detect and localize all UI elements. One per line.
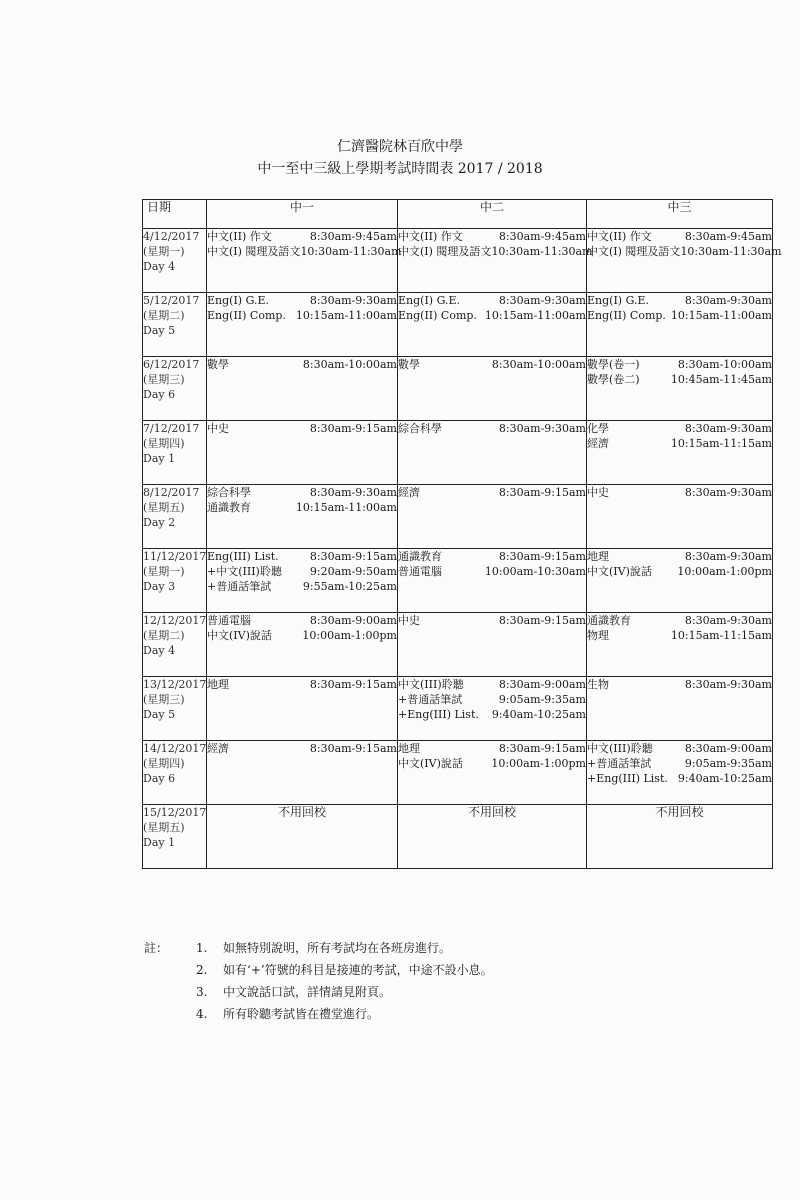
no-school-cell: 不用回校 [207, 805, 398, 869]
note-number: 3. [196, 985, 208, 999]
timetable-title: 中一至中三級上學期考試時間表 2017 / 2018 [257, 161, 543, 177]
note-text: 中文說話口試，詳情請見附頁。 [223, 985, 392, 999]
exam-entry [207, 549, 397, 564]
date-cell [143, 485, 207, 549]
exam-subject: 化學 [587, 422, 609, 435]
cycle-day: Day 4 [143, 260, 176, 273]
note-text: 所有聆聽考試皆在禮堂進行。 [223, 1007, 380, 1021]
form-header-s1: 中一 [207, 200, 398, 229]
exam-subject: 中文(I) 閱理及語文 [398, 245, 492, 258]
exam-entry [398, 485, 586, 500]
form-slot-cell [587, 485, 773, 549]
exam-date: 12/12/2017 [143, 614, 207, 627]
exam-entry [398, 677, 586, 692]
date-cell [143, 741, 207, 805]
exam-entry [587, 741, 772, 756]
table-row [143, 357, 773, 421]
date-cell [143, 677, 207, 741]
form-header-s3: 中三 [587, 200, 773, 229]
exam-entry [587, 771, 772, 786]
exam-time: 10:30am-11:30am [680, 245, 782, 258]
exam-entry [207, 485, 397, 500]
exam-entry [587, 677, 772, 692]
exam-entry [587, 485, 772, 500]
exam-date: 4/12/2017 [143, 230, 200, 243]
exam-time: 10:15am-11:15am [670, 629, 772, 642]
exam-subject: Eng(I) G.E. [398, 294, 460, 307]
school-name: 仁濟醫院林百欣中學 [337, 139, 463, 155]
exam-entry [207, 293, 397, 308]
exam-entry [207, 244, 402, 259]
table-row [143, 677, 773, 741]
exam-date: 6/12/2017 [143, 358, 200, 371]
exam-subject: 數學 [207, 358, 229, 371]
exam-time: 8:30am-9:30am [498, 422, 586, 435]
exam-date: 13/12/2017 [143, 678, 207, 691]
exam-subject: 中文(IV)說話 [587, 565, 652, 578]
exam-entry [207, 613, 397, 628]
exam-time: 8:30am-9:45am [498, 230, 586, 243]
document-header [0, 136, 800, 180]
exam-time: 8:30am-9:15am [498, 550, 586, 563]
exam-time: 10:00am-1:00pm [491, 757, 586, 770]
note-item [196, 937, 756, 959]
exam-subject: 普通電腦 [398, 565, 442, 578]
exam-time: 8:30am-9:30am [684, 422, 772, 435]
exam-subject: 綜合科學 [398, 422, 442, 435]
exam-time: 8:30am-9:30am [309, 294, 397, 307]
exam-weekday: (星期四) [143, 437, 185, 450]
exam-time: 8:30am-9:45am [309, 230, 397, 243]
exam-subject: +普通話筆試 [398, 693, 463, 706]
exam-time: 8:30am-9:15am [498, 742, 586, 755]
form-header-s2: 中二 [398, 200, 587, 229]
form-slot-cell [587, 293, 773, 357]
exam-entry [207, 741, 397, 756]
exam-time: 8:30am-9:30am [498, 294, 586, 307]
exam-time: 8:30am-9:15am [309, 550, 397, 563]
note-item [196, 959, 756, 981]
exam-subject: 數學(卷二) [587, 373, 640, 386]
exam-entry [398, 756, 586, 771]
exam-subject: Eng(I) G.E. [207, 294, 269, 307]
exam-subject: 經濟 [587, 437, 609, 450]
exam-weekday: (星期三) [143, 373, 185, 386]
exam-weekday: (星期四) [143, 757, 185, 770]
exam-subject: +Eng(III) List. [587, 772, 668, 785]
exam-time: 10:00am-1:00pm [302, 629, 397, 642]
exam-subject: 經濟 [207, 742, 229, 755]
form-slot-cell [207, 677, 398, 741]
exam-subject: +Eng(III) List. [398, 708, 479, 721]
exam-entry [207, 628, 397, 643]
exam-date: 5/12/2017 [143, 294, 200, 307]
exam-subject: 綜合科學 [207, 486, 251, 499]
exam-time: 10:15am-11:00am [295, 501, 397, 514]
note-text: 如有‘+’符號的科目是接連的考試，中途不設小息。 [223, 963, 493, 977]
cycle-day: Day 6 [143, 388, 176, 401]
cycle-day: Day 4 [143, 644, 176, 657]
exam-time: 8:30am-9:30am [684, 294, 772, 307]
exam-subject: 物理 [587, 629, 609, 642]
exam-subject: 中史 [207, 422, 229, 435]
date-cell [143, 357, 207, 421]
exam-entry [587, 549, 772, 564]
exam-subject: 中文(I) 閱理及語文 [207, 245, 301, 258]
date-cell [143, 549, 207, 613]
table-row [143, 549, 773, 613]
form-slot-cell [398, 421, 587, 485]
date-column-header: 日期 [143, 200, 207, 229]
form-slot-cell [207, 613, 398, 677]
exam-entry [587, 564, 772, 579]
table-row [143, 485, 773, 549]
note-text: 如無特別說明，所有考試均在各班房進行。 [223, 941, 452, 955]
exam-time: 8:30am-9:00am [684, 742, 772, 755]
exam-entry [207, 579, 397, 594]
table-row [143, 421, 773, 485]
exam-subject: Eng(II) Comp. [207, 309, 286, 322]
exam-time: 8:30am-9:00am [498, 678, 586, 691]
exam-date: 7/12/2017 [143, 422, 200, 435]
exam-time: 8:30am-9:15am [309, 678, 397, 691]
no-school-cell: 不用回校 [587, 805, 773, 869]
exam-subject: 地理 [398, 742, 420, 755]
form-slot-cell [398, 229, 593, 293]
exam-entry [398, 357, 586, 372]
form-slot-cell [207, 293, 398, 357]
exam-entry [398, 549, 586, 564]
table-header-row [143, 200, 773, 229]
exam-entry [207, 677, 397, 692]
form-slot-cell [398, 357, 587, 421]
date-cell [143, 421, 207, 485]
exam-entry [207, 229, 397, 244]
exam-entry [398, 741, 586, 756]
exam-entry [587, 244, 782, 259]
exam-time: 8:30am-9:15am [498, 614, 586, 627]
note-number: 1. [196, 941, 208, 955]
exam-subject: +普通話筆試 [587, 757, 652, 770]
exam-subject: 中文(II) 作文 [207, 230, 272, 243]
exam-time: 10:15am-11:00am [295, 309, 397, 322]
exam-time: 8:30am-9:30am [684, 550, 772, 563]
notes-label: 註： [144, 941, 169, 955]
exam-time: 10:15am-11:15am [670, 437, 772, 450]
form-slot-cell [587, 677, 773, 741]
exam-entry [398, 564, 586, 579]
form-slot-cell [587, 229, 782, 293]
exam-entry [398, 421, 586, 436]
exam-entry [587, 756, 772, 771]
form-slot-cell [398, 293, 587, 357]
exam-subject: 地理 [207, 678, 229, 691]
note-item [196, 1003, 756, 1025]
table-row [143, 805, 773, 869]
form-slot-cell [587, 741, 773, 805]
exam-entry [587, 436, 772, 451]
exam-subject: 中史 [398, 614, 420, 627]
exam-time: 8:30am-9:45am [684, 230, 772, 243]
exam-time: 9:20am-9:50am [309, 565, 397, 578]
exam-entry [587, 613, 772, 628]
exam-time: 9:55am-10:25am [302, 580, 397, 593]
exam-time: 10:00am-1:00pm [677, 565, 772, 578]
exam-entry [398, 244, 593, 259]
exam-subject: +中文(III)聆聽 [207, 565, 282, 578]
table-row [143, 613, 773, 677]
form-slot-cell [398, 549, 587, 613]
form-slot-cell [207, 741, 398, 805]
exam-entry [207, 421, 397, 436]
exam-weekday: (星期三) [143, 693, 185, 706]
form-slot-cell [587, 357, 773, 421]
cycle-day: Day 1 [143, 836, 176, 849]
exam-entry [587, 628, 772, 643]
form-slot-cell [207, 549, 398, 613]
cycle-day: Day 1 [143, 452, 176, 465]
exam-time: 9:40am-10:25am [491, 708, 586, 721]
date-cell [143, 229, 207, 293]
exam-time: 10:15am-11:00am [484, 309, 586, 322]
form-slot-cell [398, 485, 587, 549]
exam-entry [207, 564, 397, 579]
cycle-day: Day 5 [143, 324, 176, 337]
exam-time: 8:30am-10:00am [491, 358, 586, 371]
exam-entry [587, 229, 772, 244]
exam-entry [587, 421, 772, 436]
exam-subject: 中文(II) 作文 [398, 230, 463, 243]
exam-weekday: (星期二) [143, 309, 185, 322]
cycle-day: Day 2 [143, 516, 176, 529]
exam-subject: 中文(IV)說話 [207, 629, 272, 642]
exam-time: 8:30am-9:15am [498, 486, 586, 499]
exam-subject: 中史 [587, 486, 609, 499]
exam-entry [398, 293, 586, 308]
exam-entry [398, 613, 586, 628]
exam-time: 8:30am-10:00am [302, 358, 397, 371]
exam-entry [587, 357, 772, 372]
exam-time: 8:30am-9:30am [684, 678, 772, 691]
no-school-cell: 不用回校 [398, 805, 587, 869]
exam-entry [398, 308, 586, 323]
exam-subject: 中文(III)聆聽 [398, 678, 464, 691]
form-slot-cell [207, 357, 398, 421]
date-cell [143, 805, 207, 869]
exam-subject: 普通電腦 [207, 614, 251, 627]
exam-subject: 數學 [398, 358, 420, 371]
table-row [143, 741, 773, 805]
exam-subject: 地理 [587, 550, 609, 563]
note-number: 2. [196, 963, 208, 977]
notes-list [196, 937, 756, 1025]
exam-entry [587, 372, 772, 387]
exam-date: 11/12/2017 [143, 550, 207, 563]
exam-subject: Eng(II) Comp. [398, 309, 477, 322]
exam-time: 8:30am-9:30am [309, 486, 397, 499]
exam-subject: 中文(III)聆聽 [587, 742, 653, 755]
exam-entry [207, 500, 397, 515]
exam-time: 8:30am-9:15am [309, 422, 397, 435]
exam-entry [398, 707, 586, 722]
form-slot-cell [587, 421, 773, 485]
table-row [143, 293, 773, 357]
exam-subject: 中文(IV)說話 [398, 757, 463, 770]
exam-time: 10:15am-11:00am [670, 309, 772, 322]
exam-subject: Eng(I) G.E. [587, 294, 649, 307]
exam-time: 10:30am-11:30am [491, 245, 593, 258]
form-slot-cell [398, 741, 587, 805]
note-number: 4. [196, 1007, 208, 1021]
exam-date: 14/12/2017 [143, 742, 207, 755]
exam-time: 8:30am-9:30am [684, 486, 772, 499]
form-slot-cell [398, 677, 587, 741]
exam-date: 15/12/2017 [143, 806, 207, 819]
exam-subject: +普通話筆試 [207, 580, 272, 593]
form-slot-cell [207, 421, 398, 485]
exam-subject: 通識教育 [207, 501, 251, 514]
exam-time: 8:30am-9:15am [309, 742, 397, 755]
exam-time: 9:05am-9:35am [498, 693, 586, 706]
exam-entry [587, 293, 772, 308]
exam-time: 8:30am-9:30am [684, 614, 772, 627]
exam-weekday: (星期一) [143, 565, 185, 578]
note-item [196, 981, 756, 1003]
exam-subject: Eng(II) Comp. [587, 309, 666, 322]
exam-time: 9:40am-10:25am [677, 772, 772, 785]
exam-time: 10:30am-11:30am [300, 245, 402, 258]
exam-entry [587, 308, 772, 323]
exam-weekday: (星期二) [143, 629, 185, 642]
date-cell [143, 293, 207, 357]
exam-entry [398, 229, 586, 244]
exam-subject: 數學(卷一) [587, 358, 640, 371]
date-cell [143, 613, 207, 677]
form-slot-cell [207, 229, 402, 293]
form-slot-cell [398, 613, 587, 677]
exam-time: 10:45am-11:45am [670, 373, 772, 386]
exam-time: 8:30am-9:00am [309, 614, 397, 627]
cycle-day: Day 6 [143, 772, 176, 785]
exam-date: 8/12/2017 [143, 486, 200, 499]
exam-subject: 經濟 [398, 486, 420, 499]
exam-subject: 生物 [587, 678, 609, 691]
exam-time: 8:30am-10:00am [677, 358, 772, 371]
table-row [143, 229, 773, 293]
exam-subject: 通識教育 [398, 550, 442, 563]
exam-time: 9:05am-9:35am [684, 757, 772, 770]
exam-entry [398, 692, 586, 707]
cycle-day: Day 3 [143, 580, 176, 593]
exam-time: 10:00am-10:30am [484, 565, 586, 578]
exam-subject: 中文(II) 作文 [587, 230, 652, 243]
exam-subject: 中文(I) 閱理及語文 [587, 245, 681, 258]
exam-entry [207, 357, 397, 372]
exam-weekday: (星期一) [143, 245, 185, 258]
exam-subject: Eng(III) List. [207, 550, 279, 563]
form-slot-cell [207, 485, 398, 549]
cycle-day: Day 5 [143, 708, 176, 721]
form-slot-cell [587, 549, 773, 613]
exam-weekday: (星期五) [143, 501, 185, 514]
exam-subject: 通識教育 [587, 614, 631, 627]
exam-timetable [142, 199, 782, 869]
exam-weekday: (星期五) [143, 821, 185, 834]
exam-entry [207, 308, 397, 323]
form-slot-cell [587, 613, 773, 677]
